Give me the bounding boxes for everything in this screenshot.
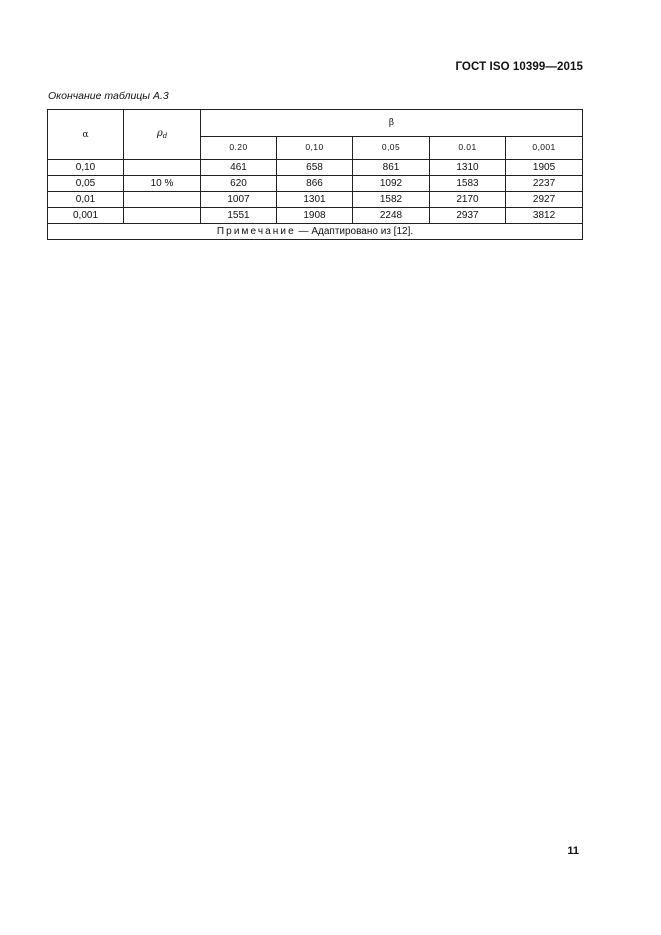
rho-symbol: $\rho_d$	[156, 128, 168, 140]
value-cell: 1007	[201, 192, 277, 208]
value-cell: 1551	[201, 208, 277, 224]
value-cell: 1092	[353, 176, 430, 192]
value-cell: 1908	[277, 208, 353, 224]
header-beta-value: 0.01	[430, 137, 506, 160]
table-row	[48, 160, 583, 176]
value-cell: 2237	[506, 176, 583, 192]
alpha-cell: 0,01	[48, 192, 124, 208]
rho-cell: 10 %	[124, 176, 201, 192]
header-beta-value: 0.20	[201, 137, 277, 160]
note-label: Примечание	[216, 225, 296, 237]
rho-cell	[124, 160, 201, 176]
rho-cell	[124, 208, 201, 224]
header-beta-value: 0,001	[506, 137, 583, 160]
table-row	[48, 192, 583, 208]
rho-cell	[124, 192, 201, 208]
value-cell: 2170	[430, 192, 506, 208]
value-cell: 2937	[430, 208, 506, 224]
header-beta-value: 0,10	[277, 137, 353, 160]
table-note	[48, 224, 583, 240]
alpha-cell: 0,10	[48, 160, 124, 176]
page-number: 11	[567, 845, 579, 857]
table-note-row	[48, 224, 583, 240]
value-cell: 658	[277, 160, 353, 176]
header-rho	[124, 110, 201, 160]
document-header: ГОСТ ISO 10399—2015	[455, 61, 583, 73]
header-beta-value: 0,05	[353, 137, 430, 160]
value-cell: 3812	[506, 208, 583, 224]
value-cell: 1905	[506, 160, 583, 176]
table-caption: Окончание таблицы А.3	[48, 90, 169, 102]
value-cell: 461	[201, 160, 277, 176]
value-cell: 1301	[277, 192, 353, 208]
value-cell: 861	[353, 160, 430, 176]
value-cell: 2927	[506, 192, 583, 208]
value-cell: 1582	[353, 192, 430, 208]
value-cell: 2248	[353, 208, 430, 224]
value-cell: 866	[277, 176, 353, 192]
alpha-cell: 0,001	[48, 208, 124, 224]
value-cell: 1310	[430, 160, 506, 176]
alpha-cell: 0,05	[48, 176, 124, 192]
header-beta: β	[201, 110, 583, 137]
data-table	[47, 109, 583, 240]
table-row	[48, 208, 583, 224]
value-cell: 1583	[430, 176, 506, 192]
header-alpha: α	[48, 110, 124, 160]
table-row	[48, 176, 583, 192]
note-text: — Адаптировано из [12].	[295, 225, 414, 237]
table-header-row	[48, 110, 583, 137]
value-cell: 620	[201, 176, 277, 192]
table-container	[47, 109, 582, 240]
